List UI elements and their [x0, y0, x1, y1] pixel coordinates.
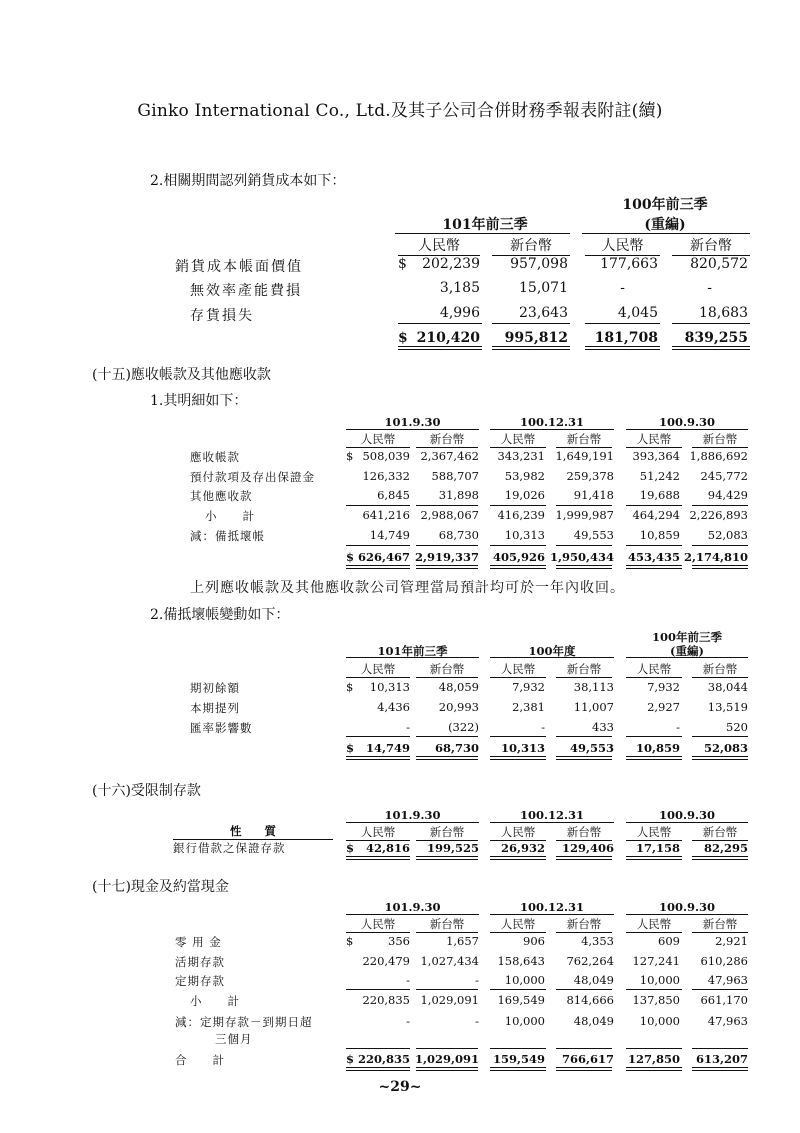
receivables-cell: 10,313: [504, 528, 545, 542]
restricted-nature-header: 性 質: [173, 823, 333, 840]
double-rule: [490, 756, 546, 760]
rule: [416, 505, 478, 506]
cash-cell: 610,286: [700, 954, 748, 968]
cash-cell: 356: [388, 934, 410, 948]
cash-row-label: 定期存款: [175, 974, 225, 988]
receivables-row-label: 預付款項及存出保證金: [190, 470, 315, 484]
section-17-title: (十七)現金及約當現金: [92, 879, 229, 895]
cash-cell: 48,049: [573, 973, 614, 987]
rule: [416, 1048, 478, 1049]
receivables-cell: 2,226,893: [689, 508, 748, 522]
receivables-cell: 588,707: [431, 469, 479, 483]
rule: [490, 429, 614, 430]
double-rule: [556, 1067, 612, 1071]
double-rule: [556, 756, 612, 760]
cogs-total: 995,812: [504, 330, 568, 346]
allowance-period: 100年前三季: [651, 630, 722, 644]
cash-cell: 48,049: [573, 1014, 614, 1028]
cogs-cell: 4,045: [617, 305, 658, 321]
dollar-sign: $: [346, 934, 354, 948]
receivables-cell: 416,239: [497, 508, 545, 522]
cash-currency: 人民幣: [490, 916, 546, 933]
cogs-title: 2.相關期間認列銷貨成本如下：: [150, 173, 346, 189]
rule: [626, 822, 748, 823]
cash-cell: 47,963: [707, 1014, 748, 1028]
rule: [556, 989, 612, 990]
restricted-cell-cell: 129,406: [561, 841, 614, 855]
allowance-cell: 11,007: [573, 700, 614, 714]
cogs-row-label: 存貨損失: [190, 308, 254, 324]
receivables-currency: 新台幣: [692, 431, 748, 448]
double-rule: [416, 756, 478, 760]
rule: [346, 1048, 410, 1049]
receivables-currency: 人民幣: [346, 431, 410, 448]
receivables-cell: 49,553: [573, 528, 614, 542]
cash-currency: 新台幣: [692, 916, 748, 933]
rule: [346, 545, 410, 546]
double-rule: [672, 346, 750, 350]
cash-total-cell: 613,207: [695, 1052, 748, 1066]
allowance-cell: -: [541, 720, 545, 734]
receivables-cell: 10,859: [639, 528, 680, 542]
cogs-cur-2: 人民幣: [585, 235, 660, 256]
allowance-row-label: 期初餘額: [190, 681, 240, 695]
cash-cell: -: [406, 1014, 410, 1028]
dollar-sign: $: [346, 841, 355, 855]
dollar-sign: $: [346, 1052, 355, 1066]
restricted-cell-cell: 42,816: [365, 841, 410, 855]
receivables-cell: 53,982: [504, 469, 545, 483]
restricted-cell-cell: 199,525: [426, 841, 479, 855]
rule: [626, 914, 748, 915]
allowance-currency: 新台幣: [692, 661, 748, 678]
rule: [346, 989, 410, 990]
cogs-cell: -: [707, 280, 712, 296]
cogs-period1: 101年前三季: [442, 217, 528, 233]
cash-cell: 2,921: [715, 934, 748, 948]
allowance-currency: 人民幣: [346, 661, 410, 678]
allowance-cell: -: [676, 720, 680, 734]
receivables-currency: 人民幣: [490, 431, 546, 448]
receivables-cell: 31,898: [438, 488, 479, 502]
allowance-cell: 13,519: [707, 700, 748, 714]
cash-total-cell: 159,549: [492, 1052, 545, 1066]
rule: [346, 914, 479, 915]
cash-total-cell: 1,029,091: [414, 1052, 479, 1066]
receivables-currency: 新台幣: [416, 431, 478, 448]
cash-cell: 220,835: [362, 993, 410, 1007]
receivables-cell: 1,999,987: [555, 508, 614, 522]
rule: [492, 323, 570, 324]
receivables-total-cell: 453,435: [627, 550, 680, 564]
receivables-cell: 464,294: [632, 508, 680, 522]
double-rule: [346, 756, 410, 760]
rule: [626, 429, 748, 430]
allowance-cell: 433: [592, 720, 614, 734]
cogs-cell: 177,663: [600, 256, 658, 272]
cash-cell: -: [475, 973, 479, 987]
section-15-sub1: 1.其明細如下：: [150, 393, 248, 409]
allowance-period: 100年度: [528, 644, 576, 658]
rule: [490, 1048, 546, 1049]
allowance-cell: 4,436: [377, 700, 410, 714]
allowance-row-label: 本期提列: [190, 701, 240, 715]
cogs-cell: 23,643: [519, 305, 568, 321]
cogs-cur-1: 新台幣: [492, 235, 570, 256]
cash-cell: 4,353: [581, 934, 614, 948]
receivables-cell: 19,688: [639, 488, 680, 502]
cogs-cell: 4,996: [439, 305, 480, 321]
rule: [556, 1048, 612, 1049]
receivables-cell: 94,429: [707, 488, 748, 502]
allowance-cell: (322): [448, 720, 479, 734]
receivables-cell: 2,367,462: [420, 449, 479, 463]
double-rule: [346, 856, 410, 860]
receivables-cell: 51,242: [639, 469, 680, 483]
cash-total-label: 合 計: [175, 1053, 225, 1067]
cash-total-cell: 127,850: [627, 1052, 680, 1066]
cash-currency: 新台幣: [416, 916, 478, 933]
cash-cell: 47,963: [707, 973, 748, 987]
dollar-sign: $: [398, 256, 407, 272]
receivables-cell: 393,364: [632, 449, 680, 463]
cogs-cell: 957,098: [510, 256, 568, 272]
cash-cell: 137,850: [632, 993, 680, 1007]
double-rule: [492, 346, 570, 350]
double-rule: [626, 856, 682, 860]
allowance-total-cell: 10,313: [500, 741, 545, 755]
dollar-sign: $: [398, 330, 408, 346]
allowance-cell: 7,932: [647, 680, 680, 694]
rule: [626, 545, 682, 546]
receivables-total-cell: 2,919,337: [414, 550, 479, 564]
cash-cell: 10,000: [639, 1014, 680, 1028]
double-rule: [346, 1067, 410, 1071]
restricted-currency: 人民幣: [490, 824, 546, 841]
rule: [692, 545, 748, 546]
cogs-cell: -: [620, 280, 625, 296]
double-rule: [416, 1067, 478, 1071]
cogs-total: 839,255: [684, 330, 748, 346]
cogs-cell: 820,572: [690, 256, 748, 272]
receivables-period: 100.9.30: [658, 415, 716, 429]
cogs-total: 181,708: [594, 330, 658, 346]
allowance-cell: -: [406, 720, 410, 734]
restricted-currency: 新台幣: [556, 824, 612, 841]
cash-cell: 10,000: [504, 973, 545, 987]
allowance-cell: 10,313: [369, 680, 410, 694]
allowance-cell: 38,044: [707, 680, 748, 694]
restricted-cell-cell: 82,295: [703, 841, 748, 855]
cash-cell: 127,241: [632, 954, 680, 968]
cash-period: 101.9.30: [384, 900, 441, 914]
restricted-currency: 新台幣: [416, 824, 478, 841]
rule: [626, 1048, 682, 1049]
allowance-period: 101年前三季: [377, 644, 448, 658]
allowance-period: (重編): [670, 644, 704, 658]
rule: [556, 505, 612, 506]
allowance-row-label: 匯率影響數: [190, 721, 253, 735]
dollar-sign: $: [346, 550, 355, 564]
cogs-cell: 15,071: [519, 280, 568, 296]
cogs-cell: 18,683: [699, 305, 748, 321]
restricted-currency: 新台幣: [692, 824, 748, 841]
rule: [416, 545, 478, 546]
double-rule: [626, 1067, 682, 1071]
cash-total-cell: 766,617: [561, 1052, 614, 1066]
rule: [626, 736, 682, 737]
receivables-cell: 1,649,191: [555, 449, 614, 463]
cogs-row-label: 無效率產能費損: [190, 283, 302, 299]
cash-row-label: 零 用 金: [175, 935, 222, 949]
receivables-currency: 人民幣: [626, 431, 682, 448]
receivables-row-label: 小 計: [205, 509, 255, 523]
receivables-cell: 52,083: [707, 528, 748, 542]
double-rule: [692, 756, 748, 760]
cogs-cur-3: 新台幣: [672, 235, 750, 256]
double-rule: [416, 565, 478, 569]
dollar-sign: $: [346, 680, 354, 694]
cash-period: 100.9.30: [658, 900, 716, 914]
restricted-period: 101.9.30: [384, 808, 441, 822]
receivables-cell: 91,418: [573, 488, 614, 502]
restricted-currency: 人民幣: [626, 824, 682, 841]
double-rule: [490, 856, 546, 860]
allowance-cell: 520: [726, 720, 748, 734]
rule: [490, 989, 546, 990]
rule: [346, 505, 410, 506]
rule: [626, 657, 748, 658]
cash-cell: 1,027,434: [420, 954, 479, 968]
cash-cell: 1,657: [446, 934, 479, 948]
double-rule: [556, 856, 612, 860]
receivables-cell: 343,231: [497, 449, 545, 463]
double-rule: [692, 856, 748, 860]
receivables-total-cell: 405,926: [492, 550, 545, 564]
cash-currency: 人民幣: [626, 916, 682, 933]
rule: [626, 989, 682, 990]
receivables-cell: 19,026: [504, 488, 545, 502]
cash-cell: 814,666: [566, 993, 614, 1007]
dollar-sign: $: [346, 449, 354, 463]
cogs-cell: 202,239: [422, 256, 480, 272]
restricted-period: 100.9.30: [658, 808, 716, 822]
rule: [490, 505, 546, 506]
receivables-currency: 新台幣: [556, 431, 612, 448]
double-rule: [692, 565, 748, 569]
section-15-note: 上列應收帳款及其他應收款公司管理當局預計均可於一年內收回。: [190, 580, 625, 596]
cash-cell: 661,170: [700, 993, 748, 1007]
rule: [346, 429, 479, 430]
rule: [490, 822, 614, 823]
rule: [692, 736, 748, 737]
cash-cell: 220,479: [362, 954, 410, 968]
cogs-cell: 3,185: [439, 280, 480, 296]
page-number: ~29~: [378, 1079, 422, 1095]
double-rule: [490, 1067, 546, 1071]
allowance-currency: 新台幣: [556, 661, 612, 678]
rule: [490, 736, 546, 737]
cash-cell: 906: [523, 934, 545, 948]
receivables-period: 100.12.31: [519, 415, 585, 429]
receivables-cell: 126,332: [362, 469, 410, 483]
cogs-period2-line2: (重編): [644, 217, 686, 233]
allowance-currency: 人民幣: [626, 661, 682, 678]
cash-cell: 158,643: [497, 954, 545, 968]
receivables-row-label: 其他應收款: [190, 489, 253, 503]
rule: [490, 914, 614, 915]
page-header: Ginko International Co., Ltd.及其子公司合併財務季報表附註(續): [137, 101, 663, 121]
cash-row-label-cont: 三個月: [215, 1032, 253, 1046]
cogs-row-label: 銷貨成本帳面價值: [175, 259, 303, 275]
allowance-cell: 2,927: [647, 700, 680, 714]
allowance-total-cell: 49,553: [569, 741, 614, 755]
cash-cell: 169,549: [497, 993, 545, 1007]
receivables-total-cell: 2,174,810: [683, 550, 748, 564]
double-rule: [585, 346, 660, 350]
rule: [672, 323, 750, 324]
allowance-total-cell: 14,749: [365, 741, 410, 755]
allowance-total-cell: 52,083: [703, 741, 748, 755]
receivables-cell: 508,039: [362, 449, 410, 463]
rule: [416, 736, 478, 737]
cash-total-cell: 220,835: [357, 1052, 410, 1066]
cash-row-label: 減：定期存款－到期日超: [175, 1015, 313, 1029]
cogs-period2-line1: 100年前三季: [622, 197, 708, 213]
cash-cell: 10,000: [504, 1014, 545, 1028]
allowance-total-cell: 68,730: [434, 741, 479, 755]
cash-row-label: 小 計: [190, 994, 240, 1008]
cash-cell: 609: [658, 934, 680, 948]
cash-currency: 新台幣: [556, 916, 612, 933]
rule: [692, 989, 748, 990]
rule: [346, 736, 410, 737]
receivables-cell: 2,988,067: [420, 508, 479, 522]
receivables-total-cell: 626,467: [357, 550, 410, 564]
allowance-currency: 新台幣: [416, 661, 478, 678]
cogs-total: 210,420: [416, 330, 480, 346]
rule: [490, 545, 546, 546]
receivables-period: 101.9.30: [384, 415, 441, 429]
restricted-row-label: 銀行借款之保證存款: [173, 841, 286, 855]
cash-cell: -: [475, 1014, 479, 1028]
cogs-period2-rule: [582, 233, 750, 234]
cash-cell: 1,029,091: [420, 993, 479, 1007]
receivables-cell: 14,749: [369, 528, 410, 542]
allowance-cell: 7,932: [512, 680, 545, 694]
restricted-currency: 人民幣: [346, 824, 410, 841]
receivables-cell: 68,730: [438, 528, 479, 542]
allowance-total-cell: 10,859: [635, 741, 680, 755]
receivables-total-cell: 1,950,434: [549, 550, 614, 564]
cash-cell: 762,264: [566, 954, 614, 968]
restricted-period: 100.12.31: [519, 808, 585, 822]
cash-currency: 人民幣: [346, 916, 410, 933]
allowance-cell: 2,381: [512, 700, 545, 714]
double-rule: [490, 565, 546, 569]
receivables-cell: 641,216: [362, 508, 410, 522]
double-rule: [626, 565, 682, 569]
section-15-sub2: 2.備抵壞帳變動如下：: [150, 607, 290, 623]
rule: [626, 505, 682, 506]
cash-cell: 10,000: [639, 973, 680, 987]
rule: [692, 505, 748, 506]
section-16-title: (十六)受限制存款: [92, 783, 201, 799]
receivables-cell: 259,378: [566, 469, 614, 483]
cash-cell: -: [406, 973, 410, 987]
allowance-cell: 48,059: [438, 680, 479, 694]
restricted-cell-cell: 17,158: [635, 841, 680, 855]
rule: [346, 657, 479, 658]
allowance-cell: 20,993: [438, 700, 479, 714]
receivables-cell: 245,772: [700, 469, 748, 483]
rule: [692, 1048, 748, 1049]
double-rule: [416, 856, 478, 860]
rule: [346, 822, 479, 823]
receivables-cell: 6,845: [377, 488, 410, 502]
allowance-cell: 38,113: [573, 680, 614, 694]
section-15-title: (十五)應收帳款及其他應收款: [92, 367, 271, 383]
rule: [585, 323, 660, 324]
rule: [416, 989, 478, 990]
restricted-cell-cell: 26,932: [500, 841, 545, 855]
double-rule: [626, 756, 682, 760]
receivables-row-label: 應收帳款: [190, 450, 240, 464]
dollar-sign: $: [346, 741, 355, 755]
rule: [398, 323, 482, 324]
double-rule: [692, 1067, 748, 1071]
cash-period: 100.12.31: [519, 900, 585, 914]
rule: [490, 657, 614, 658]
double-rule: [398, 346, 482, 350]
receivables-cell: 1,886,692: [689, 449, 748, 463]
cogs-cur-0: 人民幣: [398, 235, 480, 256]
double-rule: [556, 565, 612, 569]
rule: [556, 545, 612, 546]
rule: [556, 736, 612, 737]
double-rule: [346, 565, 410, 569]
allowance-currency: 人民幣: [490, 661, 546, 678]
cash-row-label: 活期存款: [175, 955, 225, 969]
receivables-row-label: 減：備抵壞帳: [190, 529, 265, 543]
cogs-period1-rule: [395, 233, 570, 234]
